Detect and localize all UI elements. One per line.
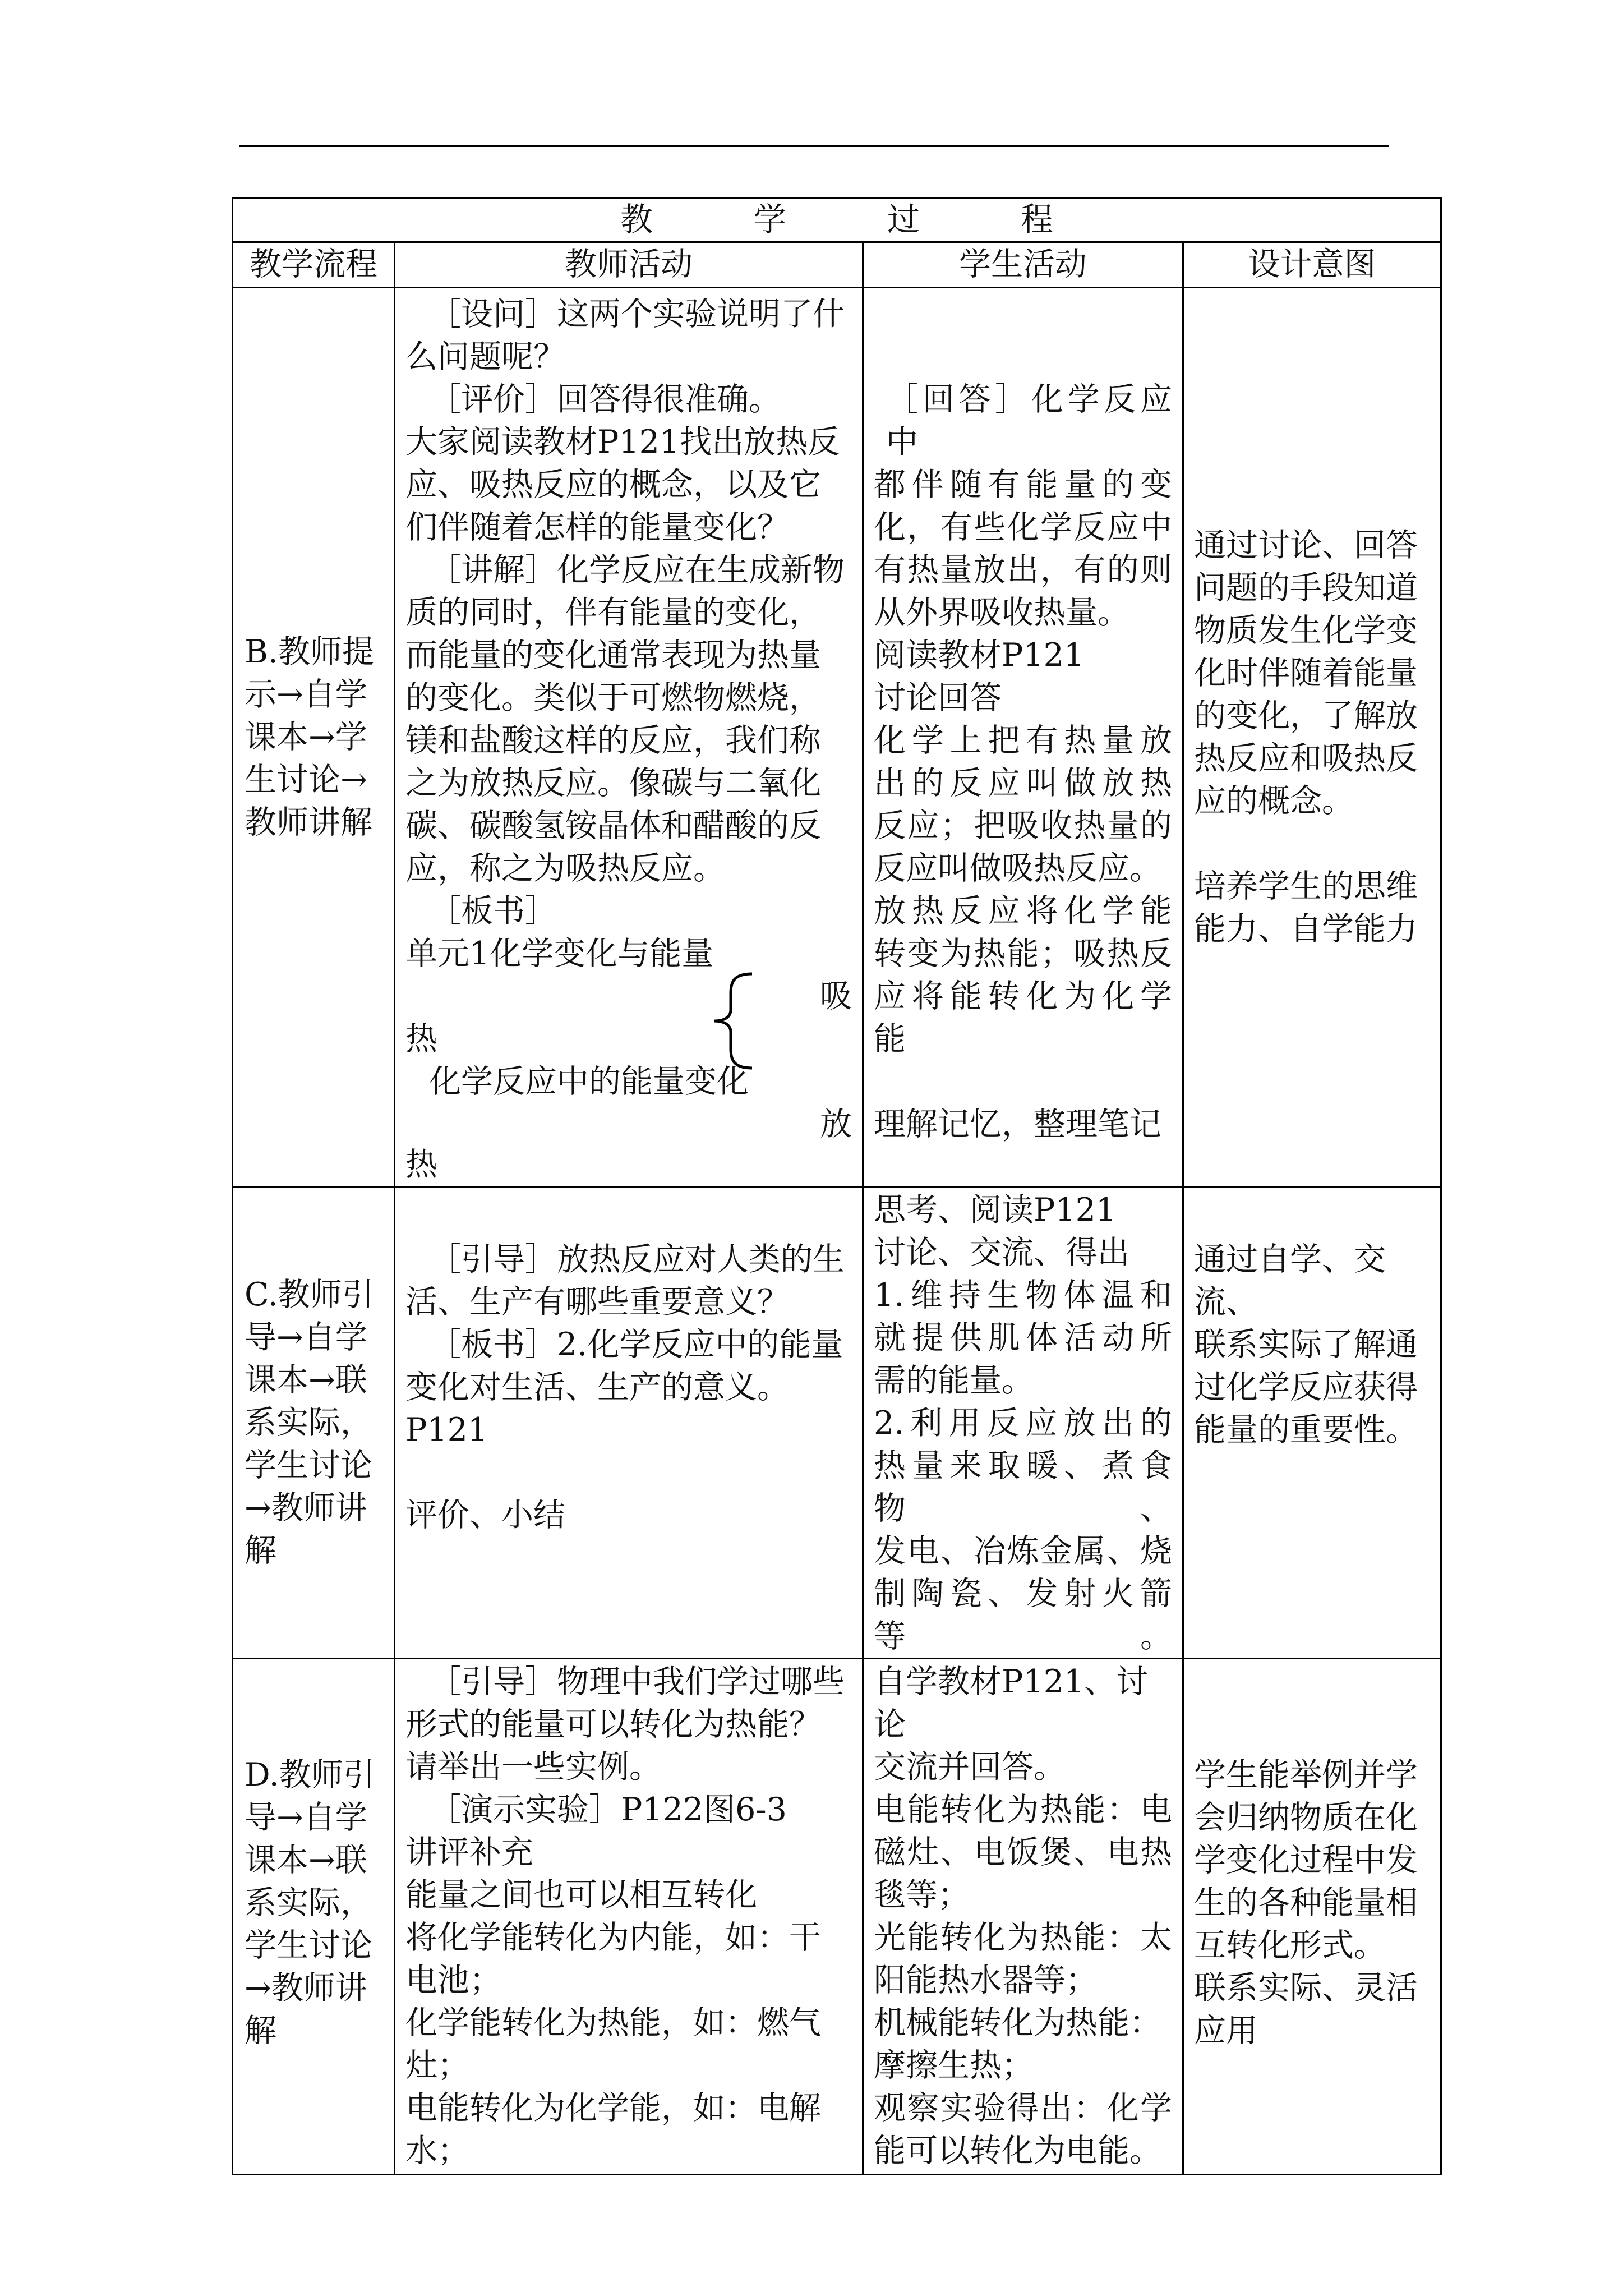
- intent-line: 会归纳物质在化: [1194, 1799, 1418, 1836]
- flow-cell: [233, 1187, 395, 1659]
- intent-line: 应用: [1194, 2012, 1258, 2049]
- intent-line: 学变化过程中发: [1194, 1842, 1418, 1879]
- intent-line: 应的概念。: [1194, 783, 1354, 820]
- student-line: 交流并回答。: [874, 1749, 1066, 1786]
- intent-line: 化时伴随着能量: [1194, 655, 1418, 692]
- student-line: [874, 1060, 1172, 1103]
- energy-change-label: 化学反应中的能量变化: [429, 1063, 749, 1100]
- flow-line: →教师讲: [245, 1970, 367, 2007]
- column-header-flow: 教学流程: [233, 242, 395, 288]
- flow-line: 解: [245, 2012, 276, 2049]
- student-line: 转变为热能；吸热反: [874, 935, 1172, 972]
- header-row: [233, 242, 1441, 288]
- flow-line: 课本→联: [245, 1361, 367, 1398]
- intent-line: 联系实际了解通: [1194, 1326, 1418, 1363]
- teacher-line: 变化对生活、生产的意义。P121: [405, 1369, 789, 1448]
- teacher-line: ［引导］物理中我们学过哪些: [429, 1663, 845, 1700]
- title-char: 过: [887, 200, 920, 238]
- student-line: 观察实验得出：化学: [874, 2090, 1172, 2127]
- flow-cell: [233, 288, 395, 1187]
- student-line: 理解记忆，整理笔记: [874, 1106, 1161, 1143]
- student-line: 毯等；: [874, 1876, 970, 1913]
- absorb-heat-label: 吸: [820, 978, 852, 1015]
- teacher-line: 能量之间也可以相互转化: [405, 1876, 757, 1913]
- column-header-teacher: 教师活动: [395, 242, 863, 288]
- curly-brace-icon: [708, 970, 759, 1071]
- student-line: 机械能转化为热能：: [874, 2004, 1161, 2041]
- teacher-line: ［引导］放热反应对人类的生: [429, 1241, 845, 1278]
- table-row: [233, 288, 1441, 1187]
- teacher-line: ［板书］2.化学反应中的能量: [429, 1326, 843, 1363]
- flow-line: 系实际，: [245, 1404, 372, 1441]
- student-line: 阅读教材P121: [874, 637, 1085, 674]
- teacher-activity-cell: [395, 1659, 863, 2175]
- flow-line: C.教师引: [245, 1276, 374, 1313]
- student-line: ［回答］化学反应中: [886, 381, 1172, 461]
- title-char: 程: [1021, 200, 1054, 238]
- flow-line: 系实际，: [245, 1884, 372, 1921]
- flow-cell: [233, 1659, 395, 2175]
- absorb-heat-label: 热: [405, 1020, 437, 1057]
- teacher-line: ［板书］: [429, 892, 557, 930]
- release-heat-label: 放: [820, 1106, 852, 1143]
- teacher-line: 的变化。类似于可燃物燃烧，: [405, 679, 821, 716]
- student-line: 制陶瓷、发射火箭等。: [874, 1575, 1172, 1655]
- teacher-line: 单元1化学变化与能量: [405, 935, 714, 972]
- teacher-line: 化学能转化为热能，如：燃气: [405, 2004, 821, 2041]
- teacher-line: 讲评补充: [405, 1834, 533, 1871]
- teacher-line: 应、吸热反应的概念，以及它: [405, 466, 821, 503]
- student-line: 放热反应将化学能: [874, 892, 1172, 930]
- teacher-line: 电池；: [405, 1962, 501, 1999]
- intent-line: 联系实际、灵活: [1194, 1970, 1418, 2007]
- teacher-line: 镁和盐酸这样的反应，我们称: [405, 722, 821, 759]
- intent-line: 学生能举例并学: [1194, 1756, 1418, 1793]
- table-title: [233, 198, 1441, 242]
- teacher-line: 应，称之为吸热反应。: [405, 850, 725, 887]
- column-header-student: 学生活动: [863, 242, 1183, 288]
- teacher-line: ［设问］这两个实验说明了什: [429, 296, 845, 333]
- student-line: 有热量放出，有的则: [874, 551, 1172, 588]
- teacher-line: 碳、碳酸氢铵晶体和醋酸的反: [405, 807, 821, 844]
- intent-line: 培养学生的思维: [1194, 868, 1418, 905]
- student-line: 1.维持生物体温和: [874, 1277, 1172, 1314]
- student-activity-cell: [863, 1659, 1183, 2175]
- flow-line: 解: [245, 1532, 276, 1569]
- student-line: 能: [874, 1020, 906, 1057]
- student-line: 就提供肌体活动所: [874, 1319, 1172, 1356]
- student-line: 需的能量。: [874, 1362, 1034, 1399]
- title-char: 学: [753, 200, 786, 238]
- student-line: 化，有些化学反应中: [874, 509, 1172, 546]
- intent-line: 通过讨论、回答: [1194, 527, 1418, 564]
- teacher-line: 将化学能转化为内能，如：干: [405, 1919, 821, 1956]
- teacher-line: 质的同时，伴有能量的变化，: [405, 594, 821, 631]
- teacher-line: 灶；: [405, 2047, 469, 2084]
- teacher-line: 评价、小结: [405, 1497, 565, 1534]
- teacher-line: 么问题呢？: [405, 338, 565, 375]
- teacher-line: 大家阅读教材P121找出放热反: [405, 424, 840, 461]
- table-title-row: [233, 198, 1441, 242]
- intent-line: 问题的手段知道: [1194, 569, 1418, 606]
- teacher-line: 电能转化为化学能，如：电解: [405, 2090, 821, 2127]
- student-line: 发电、冶炼金属、烧: [874, 1533, 1172, 1570]
- student-line: 讨论、交流、得出: [874, 1234, 1129, 1271]
- flow-line: 示→自学: [245, 676, 367, 713]
- student-line: 反应叫做吸热反应。: [874, 850, 1161, 887]
- student-line: 电能转化为热能：电: [874, 1791, 1172, 1828]
- flow-line: 导→自学: [245, 1799, 367, 1836]
- student-line: 应将能转化为化学: [874, 978, 1172, 1015]
- intent-line: 物质发生化学变: [1194, 612, 1418, 649]
- intent-line: 通过自学、交流、: [1194, 1241, 1386, 1320]
- intent-line: 能力、自学能力: [1194, 910, 1418, 947]
- flow-line: 学生讨论: [245, 1927, 372, 1964]
- header-rule: [239, 145, 1389, 147]
- student-activity-cell: [863, 288, 1183, 1187]
- intent-line: 热反应和吸热反: [1194, 740, 1418, 777]
- teacher-line: ［讲解］化学反应在生成新物: [429, 551, 845, 588]
- teacher-line: 之为放热反应。像碳与二氧化: [405, 765, 821, 802]
- teacher-line: ［演示实验］P122图6-3: [429, 1791, 787, 1828]
- student-line: 自学教材P121、讨论: [874, 1663, 1149, 1743]
- student-line: 2.利用反应放出的: [874, 1405, 1172, 1442]
- design-intent-cell: [1183, 1659, 1441, 2175]
- intent-line: 互转化形式。: [1194, 1927, 1386, 1964]
- teacher-line: [405, 1451, 852, 1494]
- design-intent-cell: [1183, 288, 1441, 1187]
- student-line: 磁灶、电饭煲、电热: [874, 1834, 1172, 1871]
- student-line: 反应；把吸收热量的: [874, 807, 1172, 844]
- teacher-line: ［评价］回答得很准确。: [429, 381, 781, 418]
- intent-line: 生的各种能量相: [1194, 1884, 1418, 1921]
- student-line: 化学上把有热量放: [874, 722, 1172, 759]
- design-intent-cell: [1183, 1187, 1441, 1659]
- teacher-line: 请举出一些实例。: [405, 1749, 661, 1786]
- student-line: 阳能热水器等；: [874, 1962, 1098, 1999]
- teacher-line: 水；: [405, 2132, 469, 2169]
- table-row: [233, 1187, 1441, 1659]
- teacher-line: 活、生产有哪些重要意义？: [405, 1283, 789, 1320]
- student-line: 出的反应叫做放热: [874, 765, 1172, 802]
- intent-line: 能量的重要性。: [1194, 1411, 1418, 1448]
- teacher-line: 热: [405, 1146, 437, 1183]
- teacher-line: 而能量的变化通常表现为热量: [405, 637, 821, 674]
- student-line: 从外界吸收热量。: [874, 594, 1129, 631]
- flow-line: 学生讨论: [245, 1447, 372, 1484]
- intent-line: [1194, 822, 1430, 865]
- flow-line: D.教师引: [245, 1756, 375, 1793]
- title-char: 教: [620, 200, 653, 238]
- energy-change-diagram: [405, 975, 852, 1143]
- column-header-intent: 设计意图: [1183, 242, 1441, 288]
- student-line: 摩擦生热；: [874, 2047, 1034, 2084]
- flow-line: 课本→联: [245, 1842, 367, 1879]
- flow-line: B.教师提: [245, 633, 375, 670]
- teaching-process-table: [232, 197, 1442, 2175]
- student-activity-cell: [863, 1187, 1183, 1659]
- student-line: 讨论回答: [874, 679, 1002, 716]
- intent-line: 过化学反应获得: [1194, 1369, 1418, 1406]
- table-row: [233, 1659, 1441, 2175]
- intent-line: 的变化，了解放: [1194, 697, 1418, 734]
- flow-line: 导→自学: [245, 1319, 367, 1356]
- flow-line: 课本→学: [245, 719, 367, 756]
- student-line: 光能转化为热能：太: [874, 1919, 1172, 1956]
- teacher-activity-cell: [395, 288, 863, 1187]
- student-line: 思考、阅读P121: [874, 1191, 1117, 1228]
- flow-line: →教师讲: [245, 1489, 367, 1526]
- flow-line: 生讨论→: [245, 761, 367, 798]
- teacher-line: 形式的能量可以转化为热能？: [405, 1706, 821, 1743]
- student-line: 热量来取暖、煮食物、: [874, 1447, 1172, 1527]
- teacher-activity-cell: [395, 1187, 863, 1659]
- student-line: 都伴随有能量的变: [874, 466, 1172, 503]
- teacher-line: 们伴随着怎样的能量变化？: [405, 509, 789, 546]
- student-line: 能可以转化为电能。: [874, 2132, 1161, 2169]
- flow-line: 教师讲解: [245, 804, 372, 841]
